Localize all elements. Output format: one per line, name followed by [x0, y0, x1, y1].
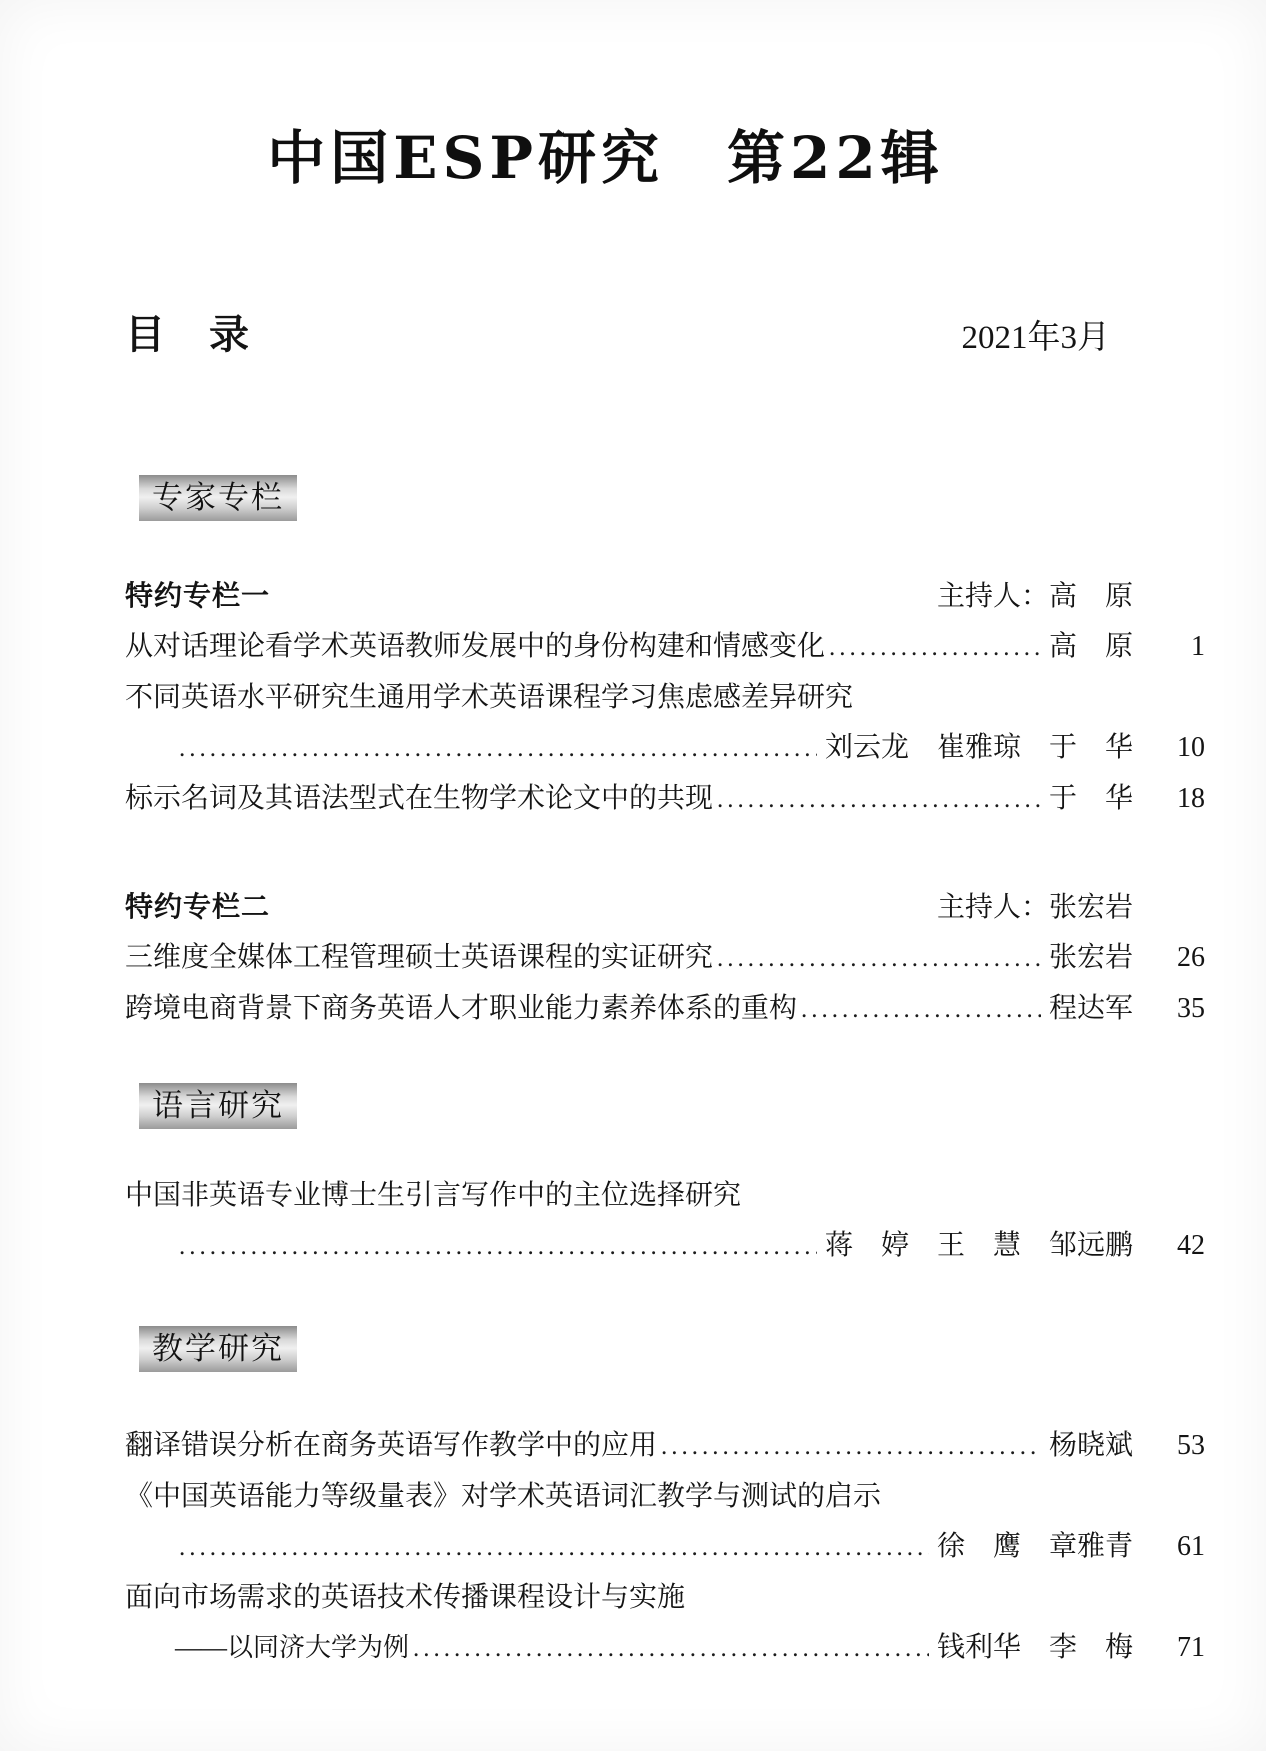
entry-authors: 张宏岩 — [1048, 942, 1133, 973]
title-block — [0, 0, 1266, 190]
dot-leader — [179, 1222, 817, 1272]
host-line — [937, 883, 1133, 933]
entry-authors: 蒋 婷 王 慧 邹远鹏 — [824, 1230, 1133, 1261]
dot-leader — [179, 724, 817, 774]
section-badge-row — [125, 1326, 1205, 1372]
toc-entry-row — [125, 1421, 1205, 1472]
entry-title: 三维度全媒体工程管理硕士英语课程的实证研究 — [125, 942, 714, 973]
entry-title: 标示名词及其语法型式在生物学术论文中的共现 — [125, 783, 714, 814]
toc-entry-continuation-row — [125, 1221, 1205, 1272]
entry-authors: 徐 鹰 章雅青 — [936, 1531, 1133, 1562]
entry-page-number: 10 — [1177, 732, 1205, 763]
dot-leader — [661, 1422, 1041, 1472]
toc-header-row — [125, 310, 1205, 363]
dot-leader — [717, 934, 1041, 984]
dot-leader — [717, 775, 1041, 825]
toc-entry-row — [125, 622, 1205, 673]
group-heading-row — [125, 571, 1205, 622]
toc-entry-title-row — [125, 1472, 1205, 1522]
entry-title: 《中国英语能力等级量表》对学术英语词汇教学与测试的启示 — [125, 1481, 882, 1512]
toc-entry-title-row — [125, 673, 1205, 723]
dot-leader — [413, 1624, 929, 1674]
toc-entry-continuation-row — [125, 723, 1205, 774]
entry-authors: 刘云龙 崔雅琼 于 华 — [824, 732, 1133, 763]
section-badge-language: 语言研究 — [139, 1083, 297, 1129]
entry-title: 翻译错误分析在商务英语写作教学中的应用 — [125, 1430, 658, 1461]
entry-authors: 于 华 — [1048, 783, 1133, 814]
host-label: 主持人： — [936, 892, 1049, 923]
entry-title: 跨境电商背景下商务英语人才职业能力素养体系的重构 — [125, 993, 798, 1024]
host-label: 主持人： — [936, 581, 1049, 612]
section-badge-experts: 专家专栏 — [139, 475, 297, 521]
entry-subtitle: ——以同济大学为例 — [175, 1633, 410, 1662]
entry-authors: 杨晓斌 — [1048, 1430, 1133, 1461]
entry-page-number: 42 — [1177, 1230, 1205, 1261]
entry-page-number: 61 — [1177, 1531, 1205, 1562]
group-heading: 特约专栏一 — [125, 580, 271, 611]
section-badge-teaching: 教学研究 — [139, 1326, 297, 1372]
group-heading: 特约专栏二 — [125, 891, 271, 922]
toc-entry-title-row — [125, 1171, 1205, 1221]
entry-page-number: 1 — [1191, 631, 1205, 662]
toc-entry-title-row — [125, 1573, 1205, 1623]
issue-date: 2021年3月 — [961, 320, 1110, 356]
entry-page-number: 53 — [1177, 1430, 1205, 1461]
entry-authors: 高 原 — [1048, 631, 1133, 662]
entry-page-number: 26 — [1177, 942, 1205, 973]
entry-authors: 程达军 — [1048, 993, 1133, 1024]
entry-page-number: 18 — [1177, 783, 1205, 814]
toc-entry-row — [125, 933, 1205, 984]
journal-title: 中国ESP研究 第22辑 — [267, 124, 944, 192]
entry-page-number: 35 — [1177, 993, 1205, 1024]
toc-entry-subtitle-row — [125, 1623, 1205, 1674]
content-column — [0, 310, 1266, 1674]
host-name: 高 原 — [1048, 581, 1133, 612]
entry-page-number: 71 — [1177, 1632, 1205, 1663]
toc-heading: 目 录 — [125, 312, 251, 357]
entry-title: 从对话理论看学术英语教师发展中的身份构建和情感变化 — [125, 631, 826, 662]
dot-leader — [801, 985, 1041, 1035]
dot-leader — [179, 1523, 929, 1573]
host-name: 张宏岩 — [1048, 892, 1133, 923]
dot-leader — [829, 623, 1041, 673]
toc-entry-row — [125, 774, 1205, 825]
entry-title: 不同英语水平研究生通用学术英语课程学习焦虑感差异研究 — [125, 682, 854, 713]
section-badge-row — [125, 475, 1205, 521]
host-line — [937, 572, 1133, 622]
toc-entry-row — [125, 984, 1205, 1035]
section-badge-row — [125, 1083, 1205, 1129]
toc-entry-continuation-row — [125, 1522, 1205, 1573]
entry-title: 中国非英语专业博士生引言写作中的主位选择研究 — [125, 1180, 742, 1211]
entry-title: 面向市场需求的英语技术传播课程设计与实施 — [125, 1582, 686, 1613]
entry-authors: 钱利华 李 梅 — [936, 1632, 1133, 1663]
group-heading-row — [125, 882, 1205, 933]
